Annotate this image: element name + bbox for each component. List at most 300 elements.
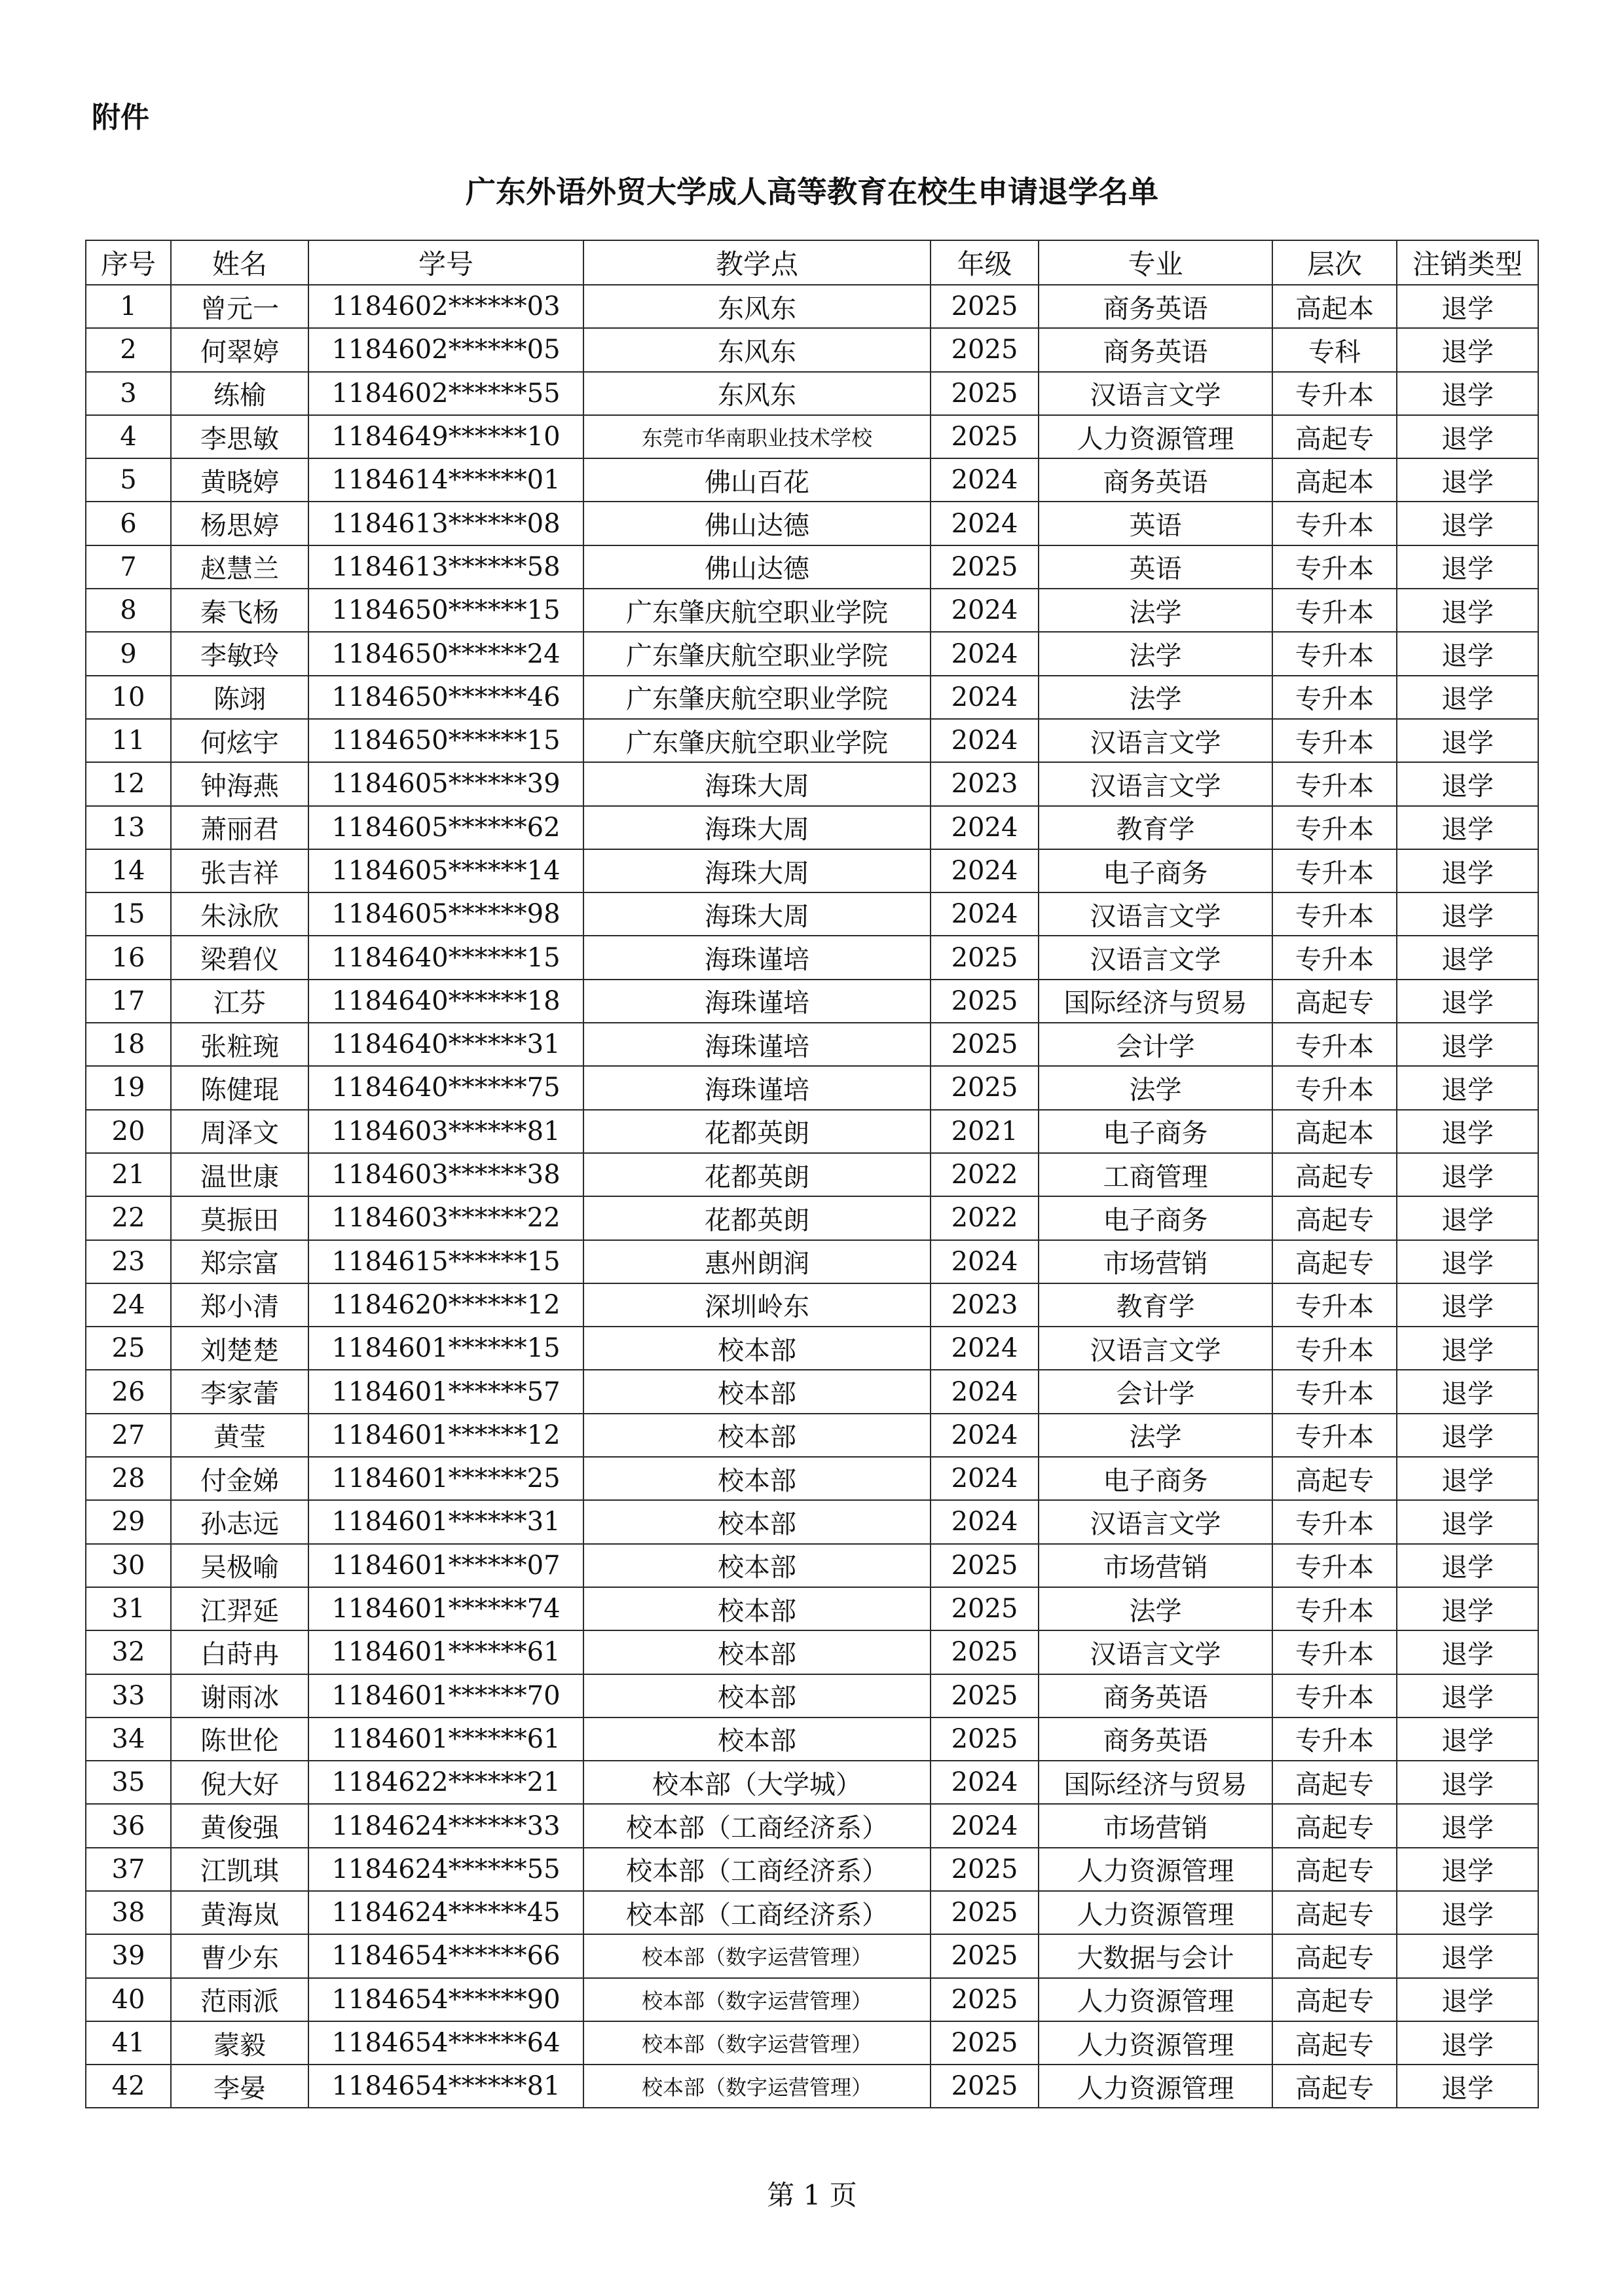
row-number-cell: 17 [86, 980, 171, 1023]
level-cell: 高起专 [1272, 2065, 1397, 2108]
major-cell: 工商管理 [1039, 1153, 1272, 1196]
grade-year-cell: 2025 [931, 1978, 1039, 2021]
level-cell: 专升本 [1272, 632, 1397, 675]
student-id-cell: 1184605******14 [308, 849, 583, 892]
row-number-cell: 11 [86, 719, 171, 762]
row-number-cell: 24 [86, 1283, 171, 1327]
student-id-cell: 1184624******45 [308, 1891, 583, 1934]
teaching-site-cell: 惠州朗润 [583, 1240, 931, 1283]
row-number-cell: 2 [86, 328, 171, 371]
major-cell: 汉语言文学 [1039, 892, 1272, 936]
student-id-cell: 1184614******01 [308, 458, 583, 502]
major-cell: 大数据与会计 [1039, 1934, 1272, 1977]
table-row [86, 1587, 1538, 1630]
grade-year-cell: 2022 [931, 1153, 1039, 1196]
student-id-cell: 1184640******15 [308, 936, 583, 979]
level-cell: 专升本 [1272, 1066, 1397, 1109]
teaching-site-cell: 校本部 [583, 1630, 931, 1674]
column-header: 学号 [308, 240, 583, 285]
cancellation-type-cell: 退学 [1397, 415, 1538, 458]
major-cell: 教育学 [1039, 806, 1272, 849]
row-number-cell: 18 [86, 1023, 171, 1066]
student-name-cell: 莫振田 [171, 1196, 308, 1239]
major-cell: 会计学 [1039, 1023, 1272, 1066]
student-name-cell: 范雨派 [171, 1978, 308, 2021]
cancellation-type-cell: 退学 [1397, 458, 1538, 502]
level-cell: 高起专 [1272, 1978, 1397, 2021]
row-number-cell: 23 [86, 1240, 171, 1283]
table-row [86, 502, 1538, 545]
table-row [86, 806, 1538, 849]
student-id-cell: 1184615******15 [308, 1240, 583, 1283]
row-number-cell: 25 [86, 1327, 171, 1370]
cancellation-type-cell: 退学 [1397, 1978, 1538, 2021]
row-number-cell: 3 [86, 372, 171, 415]
row-number-cell: 20 [86, 1110, 171, 1153]
table-row [86, 1110, 1538, 1153]
student-id-cell: 1184601******57 [308, 1370, 583, 1413]
cancellation-type-cell: 退学 [1397, 328, 1538, 371]
teaching-site-cell: 佛山达德 [583, 545, 931, 589]
row-number-cell: 9 [86, 632, 171, 675]
cancellation-type-cell: 退学 [1397, 1891, 1538, 1934]
level-cell: 专升本 [1272, 1587, 1397, 1630]
major-cell: 人力资源管理 [1039, 2021, 1272, 2065]
level-cell: 高起专 [1272, 415, 1397, 458]
table-row [86, 1457, 1538, 1500]
level-cell: 专升本 [1272, 719, 1397, 762]
student-id-cell: 1184602******55 [308, 372, 583, 415]
level-cell: 专科 [1272, 328, 1397, 371]
student-name-cell: 黄晓婷 [171, 458, 308, 502]
teaching-site-cell: 校本部（数字运营管理） [583, 1934, 931, 1977]
student-id-cell: 1184650******15 [308, 589, 583, 632]
teaching-site-cell: 花都英朗 [583, 1196, 931, 1239]
grade-year-cell: 2024 [931, 1370, 1039, 1413]
row-number-cell: 7 [86, 545, 171, 589]
student-name-cell: 陈翊 [171, 676, 308, 719]
level-cell: 高起专 [1272, 1240, 1397, 1283]
student-id-cell: 1184622******21 [308, 1761, 583, 1804]
cancellation-type-cell: 退学 [1397, 1457, 1538, 1500]
cancellation-type-cell: 退学 [1397, 1630, 1538, 1674]
teaching-site-cell: 深圳岭东 [583, 1283, 931, 1327]
student-name-cell: 陈世伦 [171, 1717, 308, 1761]
table-row [86, 1283, 1538, 1327]
student-name-cell: 吴极喻 [171, 1544, 308, 1587]
row-number-cell: 26 [86, 1370, 171, 1413]
student-id-cell: 1184601******31 [308, 1500, 583, 1543]
teaching-site-cell: 校本部 [583, 1544, 931, 1587]
grade-year-cell: 2024 [931, 849, 1039, 892]
grade-year-cell: 2024 [931, 458, 1039, 502]
student-id-cell: 1184601******61 [308, 1630, 583, 1674]
cancellation-type-cell: 退学 [1397, 545, 1538, 589]
level-cell: 高起专 [1272, 980, 1397, 1023]
student-name-cell: 赵慧兰 [171, 545, 308, 589]
teaching-site-cell: 校本部 [583, 1500, 931, 1543]
major-cell: 法学 [1039, 1414, 1272, 1457]
level-cell: 专升本 [1272, 1674, 1397, 1717]
table-row [86, 1848, 1538, 1891]
table-row [86, 980, 1538, 1023]
student-name-cell: 谢雨冰 [171, 1674, 308, 1717]
page-number: 第 1 页 [767, 2179, 857, 2211]
student-name-cell: 李家蕾 [171, 1370, 308, 1413]
teaching-site-cell: 校本部（数字运营管理） [583, 1978, 931, 2021]
student-id-cell: 1184654******81 [308, 2065, 583, 2108]
level-cell: 高起专 [1272, 1153, 1397, 1196]
cancellation-type-cell: 退学 [1397, 1327, 1538, 1370]
student-name-cell: 郑宗富 [171, 1240, 308, 1283]
level-cell: 专升本 [1272, 1630, 1397, 1674]
major-cell: 国际经济与贸易 [1039, 1761, 1272, 1804]
table-row [86, 1240, 1538, 1283]
grade-year-cell: 2024 [931, 502, 1039, 545]
row-number-cell: 16 [86, 936, 171, 979]
table-row [86, 1414, 1538, 1457]
table-row [86, 1674, 1538, 1717]
student-name-cell: 黄海岚 [171, 1891, 308, 1934]
major-cell: 英语 [1039, 502, 1272, 545]
cancellation-type-cell: 退学 [1397, 632, 1538, 675]
table-row [86, 676, 1538, 719]
teaching-site-cell: 广东肇庆航空职业学院 [583, 676, 931, 719]
student-id-cell: 1184603******81 [308, 1110, 583, 1153]
major-cell: 人力资源管理 [1039, 1978, 1272, 2021]
student-name-cell: 江凯琪 [171, 1848, 308, 1891]
table-row [86, 762, 1538, 805]
student-name-cell: 江芬 [171, 980, 308, 1023]
major-cell: 商务英语 [1039, 1674, 1272, 1717]
level-cell: 专升本 [1272, 849, 1397, 892]
row-number-cell: 35 [86, 1761, 171, 1804]
grade-year-cell: 2024 [931, 589, 1039, 632]
row-number-cell: 15 [86, 892, 171, 936]
row-number-cell: 37 [86, 1848, 171, 1891]
level-cell: 高起专 [1272, 1848, 1397, 1891]
cancellation-type-cell: 退学 [1397, 372, 1538, 415]
student-id-cell: 1184605******39 [308, 762, 583, 805]
table-row [86, 1023, 1538, 1066]
major-cell: 人力资源管理 [1039, 2065, 1272, 2108]
table-row [86, 1544, 1538, 1587]
student-id-cell: 1184605******62 [308, 806, 583, 849]
row-number-cell: 36 [86, 1804, 171, 1847]
row-number-cell: 10 [86, 676, 171, 719]
student-name-cell: 黄莹 [171, 1414, 308, 1457]
cancellation-type-cell: 退学 [1397, 1934, 1538, 1977]
table-row [86, 1370, 1538, 1413]
major-cell: 汉语言文学 [1039, 719, 1272, 762]
level-cell: 专升本 [1272, 589, 1397, 632]
student-id-cell: 1184601******61 [308, 1717, 583, 1761]
row-number-cell: 38 [86, 1891, 171, 1934]
major-cell: 汉语言文学 [1039, 762, 1272, 805]
cancellation-type-cell: 退学 [1397, 1587, 1538, 1630]
level-cell: 高起专 [1272, 1934, 1397, 1977]
table-row [86, 892, 1538, 936]
table-row [86, 1717, 1538, 1761]
teaching-site-cell: 校本部（数字运营管理） [583, 2021, 931, 2065]
teaching-site-cell: 校本部（工商经济系） [583, 1804, 931, 1847]
cancellation-type-cell: 退学 [1397, 849, 1538, 892]
major-cell: 商务英语 [1039, 1717, 1272, 1761]
level-cell: 高起本 [1272, 458, 1397, 502]
grade-year-cell: 2024 [931, 632, 1039, 675]
student-id-cell: 1184650******15 [308, 719, 583, 762]
grade-year-cell: 2024 [931, 1414, 1039, 1457]
row-number-cell: 5 [86, 458, 171, 502]
student-id-cell: 1184640******31 [308, 1023, 583, 1066]
column-header: 序号 [86, 240, 171, 285]
cancellation-type-cell: 退学 [1397, 1196, 1538, 1239]
teaching-site-cell: 花都英朗 [583, 1153, 931, 1196]
teaching-site-cell: 校本部 [583, 1327, 931, 1370]
student-name-cell: 杨思婷 [171, 502, 308, 545]
level-cell: 专升本 [1272, 545, 1397, 589]
student-name-cell: 曾元一 [171, 285, 308, 328]
grade-year-cell: 2025 [931, 936, 1039, 979]
student-id-cell: 1184601******15 [308, 1327, 583, 1370]
major-cell: 市场营销 [1039, 1804, 1272, 1847]
teaching-site-cell: 海珠大周 [583, 806, 931, 849]
row-number-cell: 14 [86, 849, 171, 892]
row-number-cell: 13 [86, 806, 171, 849]
cancellation-type-cell: 退学 [1397, 1153, 1538, 1196]
student-name-cell: 曹少东 [171, 1934, 308, 1977]
row-number-cell: 6 [86, 502, 171, 545]
student-id-cell: 1184602******05 [308, 328, 583, 371]
student-name-cell: 李敏玲 [171, 632, 308, 675]
level-cell: 高起专 [1272, 1761, 1397, 1804]
table-row [86, 1761, 1538, 1804]
level-cell: 专升本 [1272, 892, 1397, 936]
grade-year-cell: 2025 [931, 1066, 1039, 1109]
cancellation-type-cell: 退学 [1397, 1848, 1538, 1891]
student-id-cell: 1184640******75 [308, 1066, 583, 1109]
student-name-cell: 钟海燕 [171, 762, 308, 805]
student-name-cell: 练榆 [171, 372, 308, 415]
row-number-cell: 4 [86, 415, 171, 458]
major-cell: 英语 [1039, 545, 1272, 589]
teaching-site-cell: 花都英朗 [583, 1110, 931, 1153]
row-number-cell: 28 [86, 1457, 171, 1500]
student-name-cell: 李晏 [171, 2065, 308, 2108]
student-id-cell: 1184603******22 [308, 1196, 583, 1239]
table-row [86, 719, 1538, 762]
row-number-cell: 33 [86, 1674, 171, 1717]
teaching-site-cell: 海珠大周 [583, 892, 931, 936]
student-name-cell: 倪大好 [171, 1761, 308, 1804]
grade-year-cell: 2025 [931, 1587, 1039, 1630]
column-header: 姓名 [171, 240, 308, 285]
student-name-cell: 朱泳欣 [171, 892, 308, 936]
grade-year-cell: 2024 [931, 1457, 1039, 1500]
student-id-cell: 1184601******12 [308, 1414, 583, 1457]
cancellation-type-cell: 退学 [1397, 892, 1538, 936]
cancellation-type-cell: 退学 [1397, 1283, 1538, 1327]
teaching-site-cell: 校本部 [583, 1457, 931, 1500]
student-name-cell: 江羿延 [171, 1587, 308, 1630]
cancellation-type-cell: 退学 [1397, 762, 1538, 805]
student-id-cell: 1184654******64 [308, 2021, 583, 2065]
grade-year-cell: 2024 [931, 806, 1039, 849]
row-number-cell: 12 [86, 762, 171, 805]
teaching-site-cell: 校本部 [583, 1370, 931, 1413]
major-cell: 汉语言文学 [1039, 1327, 1272, 1370]
student-id-cell: 1184654******66 [308, 1934, 583, 1977]
table-row [86, 2065, 1538, 2108]
student-name-cell: 秦飞杨 [171, 589, 308, 632]
row-number-cell: 40 [86, 1978, 171, 2021]
teaching-site-cell: 广东肇庆航空职业学院 [583, 719, 931, 762]
student-name-cell: 何翠婷 [171, 328, 308, 371]
level-cell: 专升本 [1272, 502, 1397, 545]
level-cell: 高起本 [1272, 285, 1397, 328]
major-cell: 汉语言文学 [1039, 1630, 1272, 1674]
cancellation-type-cell: 退学 [1397, 1544, 1538, 1587]
table-row [86, 1153, 1538, 1196]
teaching-site-cell: 校本部（工商经济系） [583, 1891, 931, 1934]
level-cell: 专升本 [1272, 372, 1397, 415]
grade-year-cell: 2024 [931, 892, 1039, 936]
level-cell: 高起专 [1272, 1196, 1397, 1239]
grade-year-cell: 2024 [931, 719, 1039, 762]
student-id-cell: 1184613******58 [308, 545, 583, 589]
major-cell: 汉语言文学 [1039, 936, 1272, 979]
row-number-cell: 8 [86, 589, 171, 632]
level-cell: 专升本 [1272, 806, 1397, 849]
cancellation-type-cell: 退学 [1397, 936, 1538, 979]
table-row [86, 1891, 1538, 1934]
row-number-cell: 39 [86, 1934, 171, 1977]
table-row [86, 632, 1538, 675]
major-cell: 法学 [1039, 589, 1272, 632]
grade-year-cell: 2025 [931, 328, 1039, 371]
teaching-site-cell: 佛山达德 [583, 502, 931, 545]
student-id-cell: 1184624******33 [308, 1804, 583, 1847]
student-id-cell: 1184601******25 [308, 1457, 583, 1500]
level-cell: 高起专 [1272, 1891, 1397, 1934]
teaching-site-cell: 海珠谨培 [583, 936, 931, 979]
major-cell: 人力资源管理 [1039, 415, 1272, 458]
level-cell: 高起专 [1272, 1457, 1397, 1500]
major-cell: 会计学 [1039, 1370, 1272, 1413]
row-number-cell: 31 [86, 1587, 171, 1630]
attachment-label: 附件 [92, 101, 149, 134]
cancellation-type-cell: 退学 [1397, 806, 1538, 849]
row-number-cell: 21 [86, 1153, 171, 1196]
teaching-site-cell: 海珠谨培 [583, 1023, 931, 1066]
table-row [86, 1327, 1538, 1370]
teaching-site-cell: 东风东 [583, 372, 931, 415]
table-row [86, 285, 1538, 328]
cancellation-type-cell: 退学 [1397, 980, 1538, 1023]
student-id-cell: 1184620******12 [308, 1283, 583, 1327]
cancellation-type-cell: 退学 [1397, 502, 1538, 545]
level-cell: 高起专 [1272, 2021, 1397, 2065]
row-number-cell: 19 [86, 1066, 171, 1109]
student-name-cell: 郑小清 [171, 1283, 308, 1327]
student-name-cell: 梁碧仪 [171, 936, 308, 979]
student-name-cell: 萧丽君 [171, 806, 308, 849]
teaching-site-cell: 校本部 [583, 1414, 931, 1457]
major-cell: 汉语言文学 [1039, 372, 1272, 415]
column-header: 层次 [1272, 240, 1397, 285]
teaching-site-cell: 校本部（大学城） [583, 1761, 931, 1804]
grade-year-cell: 2021 [931, 1110, 1039, 1153]
cancellation-type-cell: 退学 [1397, 1110, 1538, 1153]
level-cell: 专升本 [1272, 1717, 1397, 1761]
major-cell: 人力资源管理 [1039, 1891, 1272, 1934]
teaching-site-cell: 海珠大周 [583, 762, 931, 805]
grade-year-cell: 2024 [931, 1327, 1039, 1370]
cancellation-type-cell: 退学 [1397, 2065, 1538, 2108]
student-id-cell: 1184654******90 [308, 1978, 583, 2021]
teaching-site-cell: 佛山百花 [583, 458, 931, 502]
major-cell: 国际经济与贸易 [1039, 980, 1272, 1023]
cancellation-type-cell: 退学 [1397, 2021, 1538, 2065]
teaching-site-cell: 校本部（数字运营管理） [583, 2065, 931, 2108]
student-name-cell: 张粧琬 [171, 1023, 308, 1066]
level-cell: 专升本 [1272, 1327, 1397, 1370]
student-id-cell: 1184601******07 [308, 1544, 583, 1587]
cancellation-type-cell: 退学 [1397, 589, 1538, 632]
grade-year-cell: 2025 [931, 1630, 1039, 1674]
level-cell: 专升本 [1272, 1414, 1397, 1457]
cancellation-type-cell: 退学 [1397, 676, 1538, 719]
column-header: 注销类型 [1397, 240, 1538, 285]
grade-year-cell: 2024 [931, 1761, 1039, 1804]
cancellation-type-cell: 退学 [1397, 285, 1538, 328]
student-id-cell: 1184624******55 [308, 1848, 583, 1891]
student-name-cell: 蒙毅 [171, 2021, 308, 2065]
grade-year-cell: 2024 [931, 1804, 1039, 1847]
grade-year-cell: 2025 [931, 545, 1039, 589]
grade-year-cell: 2025 [931, 372, 1039, 415]
table-row [86, 1066, 1538, 1109]
grade-year-cell: 2025 [931, 1891, 1039, 1934]
grade-year-cell: 2024 [931, 1500, 1039, 1543]
major-cell: 法学 [1039, 1587, 1272, 1630]
teaching-site-cell: 校本部 [583, 1717, 931, 1761]
cancellation-type-cell: 退学 [1397, 1023, 1538, 1066]
table-row [86, 2021, 1538, 2065]
student-name-cell: 白莳冉 [171, 1630, 308, 1674]
cancellation-type-cell: 退学 [1397, 1066, 1538, 1109]
level-cell: 高起本 [1272, 1110, 1397, 1153]
level-cell: 专升本 [1272, 1283, 1397, 1327]
student-id-cell: 1184602******03 [308, 285, 583, 328]
grade-year-cell: 2023 [931, 1283, 1039, 1327]
teaching-site-cell: 东风东 [583, 328, 931, 371]
column-header: 教学点 [583, 240, 931, 285]
row-number-cell: 1 [86, 285, 171, 328]
student-name-cell: 温世康 [171, 1153, 308, 1196]
level-cell: 专升本 [1272, 1544, 1397, 1587]
table-row [86, 849, 1538, 892]
row-number-cell: 34 [86, 1717, 171, 1761]
table-row [86, 589, 1538, 632]
teaching-site-cell: 广东肇庆航空职业学院 [583, 632, 931, 675]
major-cell: 商务英语 [1039, 285, 1272, 328]
student-id-cell: 1184603******38 [308, 1153, 583, 1196]
level-cell: 专升本 [1272, 1370, 1397, 1413]
teaching-site-cell: 校本部 [583, 1674, 931, 1717]
table-row [86, 1934, 1538, 1977]
teaching-site-cell: 东风东 [583, 285, 931, 328]
